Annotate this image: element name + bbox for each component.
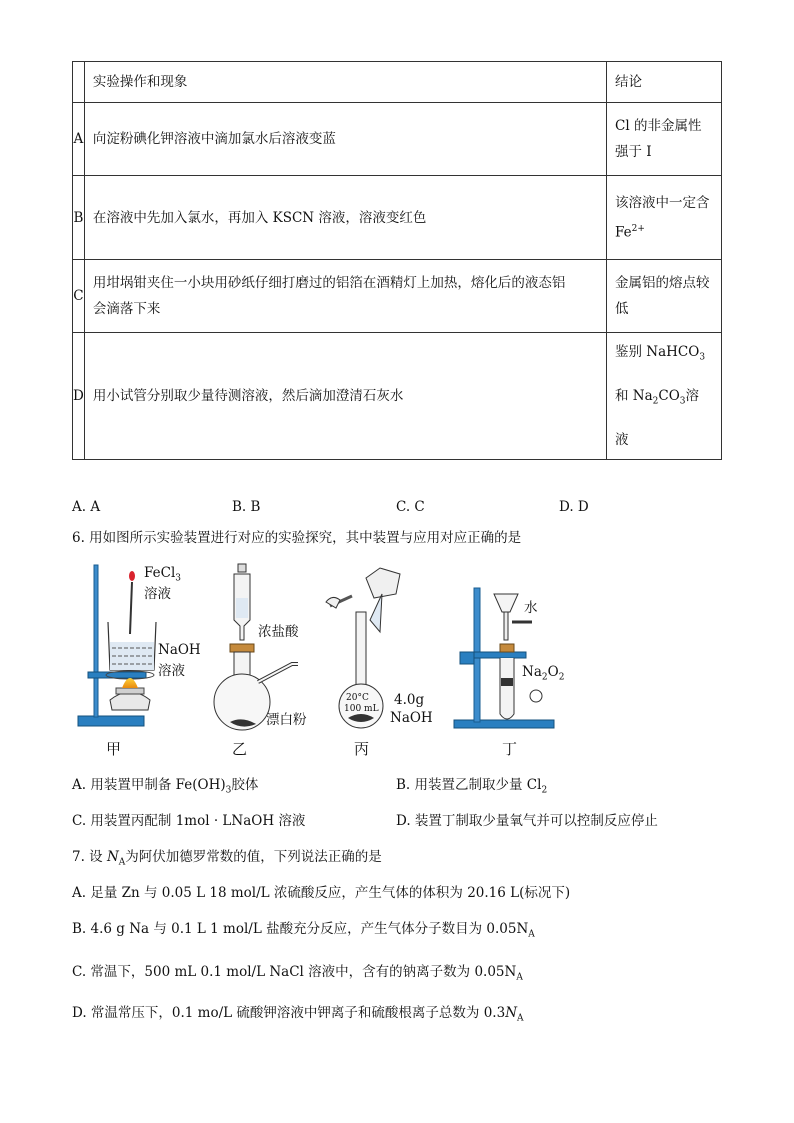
jia-label-naoh: NaOH — [158, 642, 201, 658]
row-conclusion — [607, 260, 722, 333]
conclusion-line — [615, 216, 713, 246]
label-text: O — [547, 664, 559, 680]
formula-sub: 3 — [679, 396, 686, 407]
formula-text: CO — [658, 388, 680, 404]
conclusion-line — [615, 333, 713, 377]
conclusion-line: 该溶液中一定含 — [615, 194, 710, 211]
q5-table — [72, 61, 722, 460]
q6-option-d: D. 装置丁制取少量氧气并可以控制反应停止 — [396, 813, 658, 829]
option-b: B. B — [232, 499, 261, 515]
q7-option-a: A. 足量 Zn 与 0.05 L 18 mol/L 浓硫酸反应，产生气体的体积为 20.16 L(标况下) — [72, 885, 571, 901]
formula-text: Fe — [615, 224, 632, 241]
row-conclusion — [607, 176, 722, 260]
row-label: D — [73, 333, 85, 460]
formula-charge: 2+ — [631, 223, 645, 234]
option-sub: A — [516, 972, 523, 983]
table-row — [73, 103, 722, 176]
ding-label-water: 水 — [524, 600, 538, 616]
label-text: FeCl — [144, 565, 176, 581]
option-text: (OH) — [192, 777, 226, 793]
label-text: Na — [522, 664, 542, 680]
option-sub: A — [528, 929, 535, 940]
row-label: A — [73, 103, 85, 176]
label-sub: 2 — [541, 672, 548, 683]
stem-text: 为阿伏加德罗常数的值，下列说法正确的是 — [125, 849, 382, 865]
table-row — [73, 176, 722, 260]
formula-text: 和 Na — [615, 388, 653, 404]
caption-bing: 丙 — [354, 740, 370, 758]
formula-sub: 2 — [652, 396, 659, 407]
table-row — [73, 260, 722, 333]
option-a: A. A — [72, 499, 101, 515]
option-text: A. 用装置甲制备 Fe — [72, 777, 193, 793]
ding-label-na2o2 — [522, 664, 564, 683]
row-label: C — [73, 260, 85, 333]
formula-text: 溶 — [685, 388, 700, 404]
yi-label-hcl: 浓盐酸 — [258, 624, 299, 640]
q6-option-a — [72, 775, 258, 801]
caption-jia: 甲 — [106, 740, 122, 758]
option-d: D. D — [559, 499, 589, 515]
row-conclusion — [607, 103, 722, 176]
option-text: B. 4.6 g Na 与 0.1 L 1 mol/L 盐酸充分反应，产生气体分子数目为 0.05N — [72, 921, 529, 937]
header-cell-label — [73, 62, 85, 103]
stem-sub: A — [118, 857, 126, 868]
caption-yi: 乙 — [232, 740, 248, 758]
conclusion-line: 液 — [615, 431, 629, 448]
conclusion-line — [615, 377, 713, 421]
row-label: B — [73, 176, 85, 260]
operation-line: 用坩埚钳夹住一小块用砂纸仔细打磨过的铝箔在酒精灯上加热，熔化后的液态铝 — [92, 275, 566, 291]
label-sub: 3 — [175, 573, 181, 584]
q6-option-c: C. 用装置丙配制 1mol · LNaOH 溶液 — [72, 813, 306, 829]
jia-label-solution1: 溶液 — [144, 586, 171, 602]
option-text: 胶体 — [231, 777, 259, 793]
row-operation: 在溶液中先加入氯水，再加入 KSCN 溶液，溶液变红色 — [84, 176, 606, 260]
option-symbol: N — [505, 1005, 517, 1021]
row-operation — [84, 260, 606, 333]
apparatus-ding — [454, 588, 554, 728]
apparatus-figure — [70, 560, 570, 770]
q5-options — [72, 497, 722, 517]
option-sub: A — [517, 1013, 524, 1024]
option-text: C. 常温下，500 mL 0.1 mol/L NaCl 溶液中，含有的钠离子数为 0.05N — [72, 964, 517, 980]
table-row — [73, 333, 722, 460]
table-header-row — [73, 62, 722, 103]
conclusion-line: 强于 I — [615, 144, 652, 160]
row-conclusion — [607, 333, 722, 460]
stem-symbol: N — [106, 849, 119, 865]
conclusion-line: 低 — [615, 301, 629, 317]
formula-sub: 3 — [699, 353, 706, 363]
option-sub: 2 — [541, 785, 548, 796]
row-operation: 向淀粉碘化钾溶液中滴加氯水后溶液变蓝 — [84, 103, 606, 176]
jia-label-solution2: 溶液 — [158, 663, 185, 679]
q7-stem — [72, 847, 382, 873]
option-sub: 3 — [225, 785, 232, 796]
bing-label-mass: 4.0g — [394, 692, 425, 708]
yi-label-bleach: 漂白粉 — [266, 712, 307, 728]
q6-stem: 6. 用如图所示实验装置进行对应的实验探究，其中装置与应用对应正确的是 — [72, 530, 522, 546]
apparatus-yi — [214, 564, 298, 730]
q7-option-b — [72, 919, 535, 945]
operation-line: 会滴落下来 — [92, 301, 161, 317]
stem-text: 7. 设 — [72, 849, 107, 865]
option-text: B. 用装置乙制取少量 Cl — [396, 777, 542, 793]
row-operation: 用小试管分别取少量待测溶液，然后滴加澄清石灰水 — [84, 333, 606, 460]
q7-option-d — [72, 1003, 524, 1029]
header-cell-operation: 实验操作和现象 — [84, 62, 606, 103]
conclusion-line: Cl 的非金属性 — [615, 118, 702, 134]
q7-option-c — [72, 962, 523, 988]
option-text: D. 常温常压下，0.1 mo/L 硫酸钾溶液中钾离子和硫酸根离子总数为 0.3 — [72, 1005, 506, 1021]
caption-ding: 丁 — [502, 740, 518, 758]
label-sub: 2 — [558, 672, 565, 683]
bing-label-temp: 20°C — [346, 693, 369, 703]
bing-label-volume: 100 mL — [344, 704, 379, 714]
conclusion-line: 金属铝的熔点较 — [615, 275, 710, 291]
option-c: C. C — [396, 499, 425, 515]
bing-label-naoh: NaOH — [390, 710, 433, 726]
q6-option-b — [396, 775, 547, 801]
formula-text: 鉴别 NaHCO — [615, 344, 700, 361]
header-cell-conclusion: 结论 — [607, 62, 722, 103]
